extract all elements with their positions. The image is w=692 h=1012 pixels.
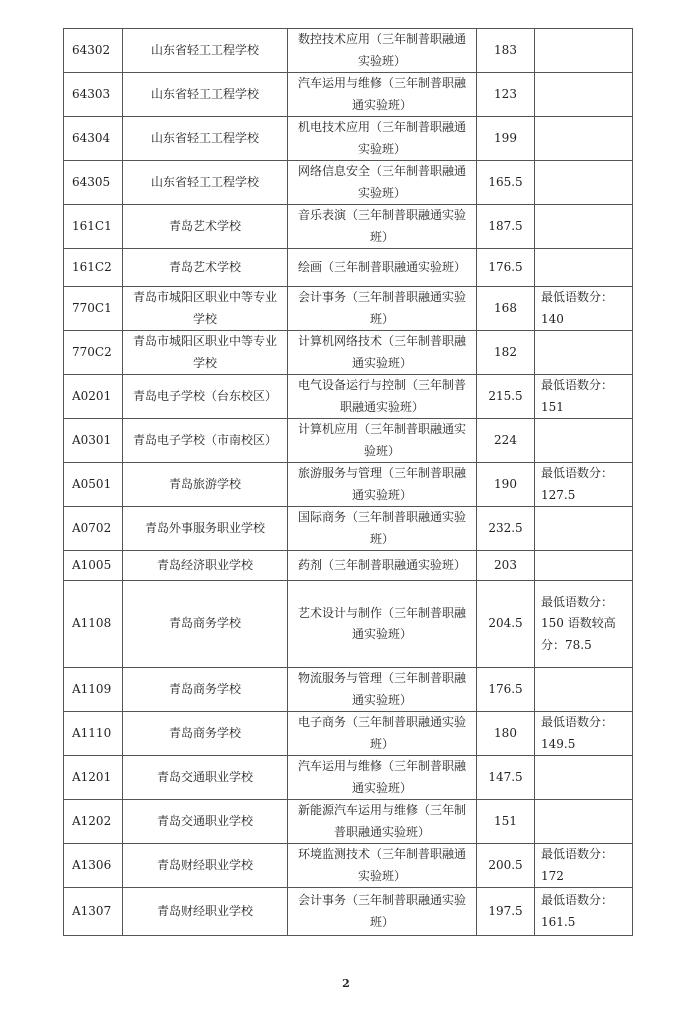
table-row	[64, 287, 633, 331]
major-cell: 电气设备运行与控制（三年制普职融通实验班）	[288, 375, 477, 419]
note-cell	[535, 331, 633, 375]
school-cell: 青岛财经职业学校	[123, 844, 288, 888]
table-row	[64, 844, 633, 888]
code-cell: 770C1	[64, 287, 123, 331]
school-cell: 青岛外事服务职业学校	[123, 507, 288, 551]
major-cell: 数控技术应用（三年制普职融通实验班）	[288, 29, 477, 73]
table-row	[64, 888, 633, 936]
note-cell	[535, 249, 633, 287]
note-cell	[535, 419, 633, 463]
code-cell: A1306	[64, 844, 123, 888]
code-cell: 64303	[64, 73, 123, 117]
major-cell: 机电技术应用（三年制普职融通实验班）	[288, 117, 477, 161]
score-cell: 182	[477, 331, 535, 375]
major-cell: 计算机网络技术（三年制普职融通实验班）	[288, 331, 477, 375]
score-cell: 215.5	[477, 375, 535, 419]
note-cell: 最低语数分：172	[535, 844, 633, 888]
major-cell: 国际商务（三年制普职融通实验班）	[288, 507, 477, 551]
score-cell: 199	[477, 117, 535, 161]
code-cell: A1307	[64, 888, 123, 936]
note-cell: 最低语数分：149.5	[535, 712, 633, 756]
table-row	[64, 29, 633, 73]
score-cell: 183	[477, 29, 535, 73]
code-cell: 64304	[64, 117, 123, 161]
major-cell: 新能源汽车运用与维修（三年制普职融通实验班）	[288, 800, 477, 844]
code-cell: A0201	[64, 375, 123, 419]
code-cell: A1108	[64, 581, 123, 668]
score-cell: 165.5	[477, 161, 535, 205]
school-cell: 青岛艺术学校	[123, 249, 288, 287]
major-cell: 会计事务（三年制普职融通实验班）	[288, 888, 477, 936]
score-cell: 180	[477, 712, 535, 756]
school-cell: 青岛市城阳区职业中等专业学校	[123, 331, 288, 375]
note-cell	[535, 800, 633, 844]
school-cell: 山东省轻工工程学校	[123, 29, 288, 73]
school-cell: 青岛财经职业学校	[123, 888, 288, 936]
note-cell: 最低语数分：161.5	[535, 888, 633, 936]
admission-score-table	[63, 28, 633, 936]
code-cell: 64302	[64, 29, 123, 73]
major-cell: 药剂（三年制普职融通实验班）	[288, 551, 477, 581]
major-cell: 环境监测技术（三年制普职融通实验班）	[288, 844, 477, 888]
table-row	[64, 419, 633, 463]
table-row	[64, 800, 633, 844]
score-cell: 190	[477, 463, 535, 507]
score-cell: 204.5	[477, 581, 535, 668]
table-row	[64, 581, 633, 668]
code-cell: A0301	[64, 419, 123, 463]
note-cell: 最低语数分：127.5	[535, 463, 633, 507]
school-cell: 青岛市城阳区职业中等专业学校	[123, 287, 288, 331]
school-cell: 青岛旅游学校	[123, 463, 288, 507]
score-cell: 224	[477, 419, 535, 463]
code-cell: A1202	[64, 800, 123, 844]
score-cell: 147.5	[477, 756, 535, 800]
major-cell: 汽车运用与维修（三年制普职融通实验班）	[288, 756, 477, 800]
table-row	[64, 668, 633, 712]
major-cell: 艺术设计与制作（三年制普职融通实验班）	[288, 581, 477, 668]
score-cell: 200.5	[477, 844, 535, 888]
code-cell: A0501	[64, 463, 123, 507]
school-cell: 青岛艺术学校	[123, 205, 288, 249]
table-row	[64, 463, 633, 507]
table-row	[64, 117, 633, 161]
school-cell: 青岛商务学校	[123, 712, 288, 756]
page-number: 2	[342, 977, 350, 990]
code-cell: 161C2	[64, 249, 123, 287]
code-cell: A0702	[64, 507, 123, 551]
major-cell: 物流服务与管理（三年制普职融通实验班）	[288, 668, 477, 712]
school-cell: 山东省轻工工程学校	[123, 73, 288, 117]
major-cell: 会计事务（三年制普职融通实验班）	[288, 287, 477, 331]
school-cell: 青岛交通职业学校	[123, 756, 288, 800]
table-row	[64, 249, 633, 287]
score-cell: 187.5	[477, 205, 535, 249]
school-cell: 山东省轻工工程学校	[123, 161, 288, 205]
note-cell: 最低语数分：140	[535, 287, 633, 331]
major-cell: 电子商务（三年制普职融通实验班）	[288, 712, 477, 756]
score-cell: 232.5	[477, 507, 535, 551]
table-row	[64, 73, 633, 117]
score-cell: 203	[477, 551, 535, 581]
note-cell	[535, 507, 633, 551]
note-cell	[535, 73, 633, 117]
table-row	[64, 551, 633, 581]
note-cell	[535, 29, 633, 73]
score-cell: 151	[477, 800, 535, 844]
major-cell: 音乐表演（三年制普职融通实验班）	[288, 205, 477, 249]
note-cell	[535, 117, 633, 161]
score-cell: 168	[477, 287, 535, 331]
score-cell: 123	[477, 73, 535, 117]
table-row	[64, 161, 633, 205]
table-row	[64, 507, 633, 551]
table-row	[64, 331, 633, 375]
school-cell: 青岛交通职业学校	[123, 800, 288, 844]
table-row	[64, 756, 633, 800]
code-cell: A1005	[64, 551, 123, 581]
code-cell: 770C2	[64, 331, 123, 375]
note-cell	[535, 668, 633, 712]
table-row	[64, 205, 633, 249]
school-cell: 青岛商务学校	[123, 668, 288, 712]
note-cell	[535, 551, 633, 581]
note-cell	[535, 161, 633, 205]
school-cell: 青岛商务学校	[123, 581, 288, 668]
table-row	[64, 712, 633, 756]
code-cell: 161C1	[64, 205, 123, 249]
school-cell: 青岛经济职业学校	[123, 551, 288, 581]
note-cell: 最低语数分：151	[535, 375, 633, 419]
score-cell: 197.5	[477, 888, 535, 936]
school-cell: 青岛电子学校（市南校区）	[123, 419, 288, 463]
major-cell: 旅游服务与管理（三年制普职融通实验班）	[288, 463, 477, 507]
code-cell: A1201	[64, 756, 123, 800]
major-cell: 汽车运用与维修（三年制普职融通实验班）	[288, 73, 477, 117]
score-cell: 176.5	[477, 249, 535, 287]
note-cell: 最低语数分：150 语数较高分：78.5	[535, 581, 633, 668]
note-cell	[535, 205, 633, 249]
code-cell: A1109	[64, 668, 123, 712]
school-cell: 青岛电子学校（台东校区）	[123, 375, 288, 419]
school-cell: 山东省轻工工程学校	[123, 117, 288, 161]
table-row	[64, 375, 633, 419]
major-cell: 计算机应用（三年制普职融通实验班）	[288, 419, 477, 463]
major-cell: 网络信息安全（三年制普职融通实验班）	[288, 161, 477, 205]
code-cell: 64305	[64, 161, 123, 205]
code-cell: A1110	[64, 712, 123, 756]
major-cell: 绘画（三年制普职融通实验班）	[288, 249, 477, 287]
score-cell: 176.5	[477, 668, 535, 712]
note-cell	[535, 756, 633, 800]
